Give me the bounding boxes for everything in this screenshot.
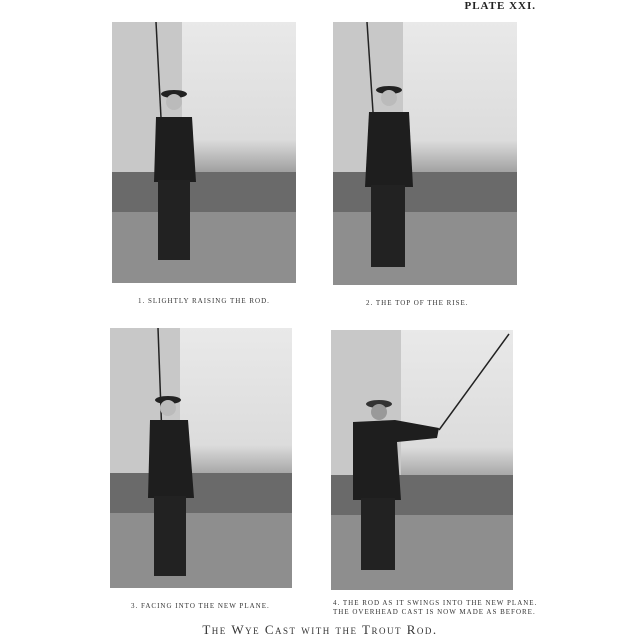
photo-4 xyxy=(331,330,513,590)
caption-3: 3. FACING INTO THE NEW PLANE. xyxy=(131,602,270,610)
caption-4-line-1: 4. THE ROD AS IT SWINGS INTO THE NEW PLANE. xyxy=(333,599,538,607)
caption-1: 1. SLIGHTLY RAISING THE ROD. xyxy=(138,297,270,305)
plate-number: PLATE XXI. xyxy=(464,0,536,12)
photo-3 xyxy=(110,328,292,588)
photo-2 xyxy=(333,22,517,285)
photo-1 xyxy=(112,22,296,283)
plate-title: The Wye Cast with the Trout Rod. xyxy=(202,622,438,637)
caption-2: 2. THE TOP OF THE RISE. xyxy=(366,299,469,307)
caption-4-line-2: THE OVERHEAD CAST IS NOW MADE AS BEFORE. xyxy=(333,608,536,616)
